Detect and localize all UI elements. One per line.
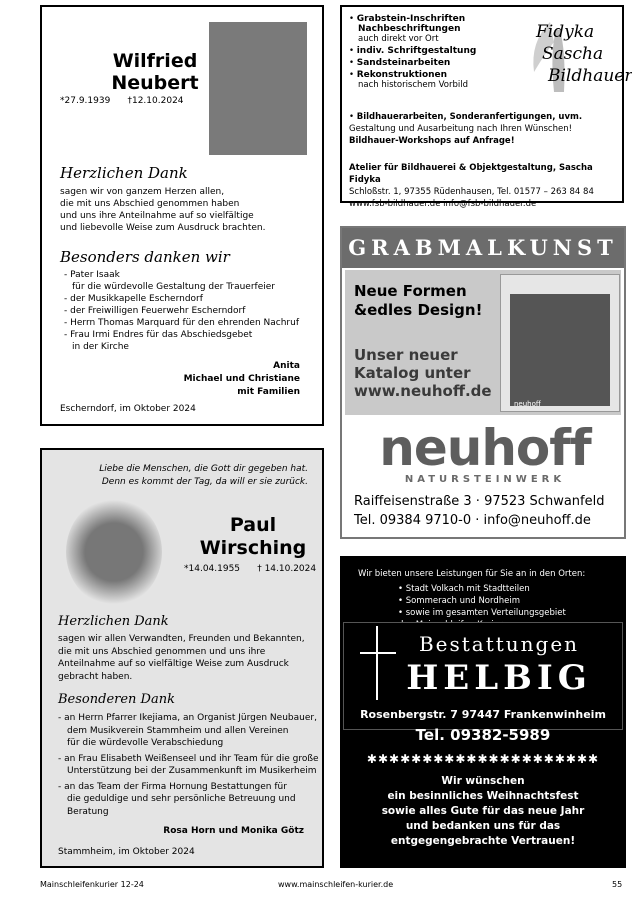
life-dates: *27.9.1939 †12.10.2024 [60, 96, 184, 106]
funeral-home-ad [340, 556, 626, 868]
place-date: Escherndorf, im Oktober 2024 [60, 404, 196, 414]
footer-url[interactable]: www.mainschleifen-kurier.de [278, 880, 394, 889]
page-number: 55 [612, 880, 623, 889]
company-name: HELBIG [406, 658, 592, 698]
heading-special-thanks: Besonders danken wir [60, 248, 230, 266]
services-more: • Bildhauerarbeiten, Sonderanfertigungen, uvm. Gestaltung und Ausarbeitung nach Ihren Wünschen! Bildhauer-Workshops auf Anfrage! [349, 112, 583, 146]
greeting: Wir wünschen ein besinnliches Weihnachtsfest sowie alles Gute für das neue Jahr und bedanken uns für das entgegengebrachte Vertrauen! [381, 775, 585, 847]
locations-list: • Stadt Volkach mit Stadtteilen • Sommerach und Nordheim • sowie im gesamten Verteilungsgebiet [398, 584, 566, 618]
deceased-name: Paul Wirsching [199, 514, 307, 559]
brand-subtitle: NATURSTEINWERK [404, 474, 566, 485]
deceased-name: Wilfried Neubert [111, 50, 199, 94]
address: Rosenbergstr. 7 97447 Frankenwinheim [360, 708, 606, 721]
address: Raiffeisenstraße 3 · 97523 Schwanfeld Tel. 09384 9710-0 · info@neuhoff.de [354, 494, 605, 528]
portrait-photo [209, 22, 307, 155]
ad-catalog-text: Unser neuer Katalog unter www.neuhoff.de [354, 346, 492, 400]
ad-banner: GRABMALKUNST [342, 228, 624, 268]
logo-text: Fidyka Sascha Bildhauer [536, 22, 632, 86]
neuhoff-ad [340, 226, 626, 539]
thanks-text: sagen wir von ganzem Herzen allen, die mit uns Abschied genommen haben und uns ihre Anteilnahme auf so vielfältige und liebevolle Weise zum Ausdruck brachten. [60, 187, 266, 233]
quote: Liebe die Menschen, die Gott dir gegeben hat. Denn es kommt der Tag, da will er sie zurück. [99, 464, 308, 487]
thanks-list: - an Herrn Pfarrer Ikejiama, an Organist Jürgen Neubauer, dem Musikverein Stammheim und allen Vereinen für die würdevolle Verabschiedung - an Frau Elisabeth Weißenseel und ihr Team für die große Unterstützung bei der Zusammenkunft im Musikerheim - an das Team der Firma Hornung Bestattungen für die geduldige und sehr persönliche Betreuung und Beratung [58, 713, 319, 817]
ad-headline: Neue Formen &edles Design! [354, 282, 483, 319]
portrait-photo [66, 498, 162, 606]
life-dates: *14.04.1955 † 14.10.2024 [184, 564, 317, 574]
heading-thanks: Herzlichen Dank [58, 614, 169, 629]
heading-special-thanks: Besonderen Dank [58, 692, 175, 707]
place-date: Stammheim, im Oktober 2024 [58, 847, 195, 857]
heading-thanks: Herzlichen Dank [60, 164, 188, 182]
cross-icon [376, 626, 378, 700]
company-type: Bestattungen [418, 632, 580, 656]
thanks-list: - Pater Isaak für die würdevolle Gestaltung der Trauerfeier - der Musikkapelle Escherndorf - der Freiwilligen Feuerwehr Escherndorf - Herrn Thomas Marquard für den ehrenden Nachruf - Frau Irmi Endres für das Abschiedsgebet in der Kirche [64, 270, 299, 352]
catalog-photo [510, 294, 610, 406]
obituary-ad-wirsching [40, 448, 324, 868]
brand-logo: neuhoff [379, 419, 591, 477]
phone: Tel. 09382-5989 [415, 726, 551, 744]
services-list: • Grabstein-Inschriften Nachbeschriftungen auch direkt vor Ort • indiv. Schriftgestaltung • Sandsteinarbeiten • Rekonstruktionen nach historischem Vorbild [349, 14, 477, 90]
sculptor-ad [340, 5, 632, 209]
star-divider: ✱✱✱✱✱✱✱✱✱✱✱✱✱✱✱✱✱✱✱✱✱ [366, 752, 600, 766]
service-intro: Wir bieten unsere Leistungen für Sie an in den Orten: [358, 569, 586, 579]
catalog-brand: neuhoff [514, 400, 541, 408]
signature: Rosa Horn und Monika Götz [163, 826, 304, 836]
contact-info: Atelier für Bildhauerei & Objektgestaltung, Sascha Fidyka Schloßstr. 1, 97355 Rüdenhausen, Tel. 01577 – 263 84 84 www.fsb-bildhauer.de info@fsb-bildhauer.de [349, 163, 594, 209]
signature: Anita Michael und Christiane mit Familien [183, 361, 300, 397]
obituary-ad-neubert [40, 5, 324, 426]
thanks-text: sagen wir allen Verwandten, Freunden und Bekannten, die mit uns Abschied genommen und uns ihre Anteilnahme auf so vielfältige Weise zum Ausdruck gebracht haben. [58, 634, 305, 682]
footer-publication: Mainschleifenkurier 12-24 [40, 880, 144, 889]
